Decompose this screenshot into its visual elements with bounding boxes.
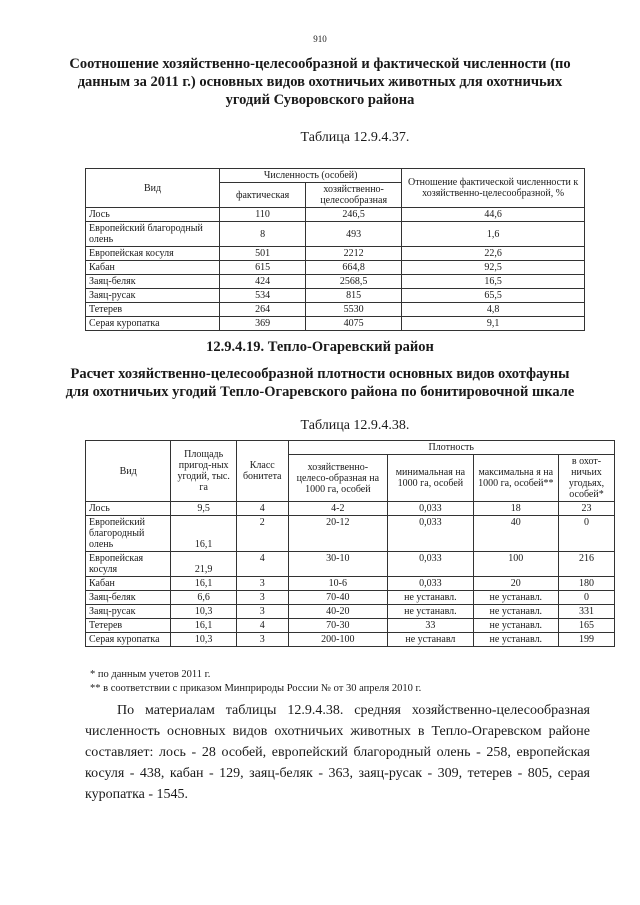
header-actual: фактическая: [220, 183, 306, 208]
cell-minimal: 33: [388, 619, 473, 633]
cell-area: 16,1: [171, 619, 237, 633]
table-row: [86, 577, 615, 591]
footnote: * по данным учетов 2011 г.: [90, 669, 211, 680]
table-row: [86, 247, 585, 261]
header-area: Площадь пригод-ных угодий, тыс. га: [171, 441, 237, 502]
table-row: [86, 261, 585, 275]
cell-species: Заяц-беляк: [86, 591, 171, 605]
cell-area: 10,3: [171, 605, 237, 619]
cell-species: Тетерев: [86, 303, 220, 317]
cell-economic: 664,8: [306, 261, 402, 275]
cell-minimal: не устанавл.: [388, 591, 473, 605]
cell-area: 16,1: [171, 577, 237, 591]
summary-paragraph: [85, 700, 590, 805]
cell-species: Европейская косуля: [86, 552, 171, 577]
table-row: [86, 289, 585, 303]
cell-maximal: не устанавл.: [473, 605, 558, 619]
table-caption-37: Таблица 12.9.4.37.: [300, 130, 410, 145]
cell-ratio: 92,5: [402, 261, 585, 275]
table-row: [86, 303, 585, 317]
cell-in_hunting: 180: [558, 577, 614, 591]
cell-economic: 815: [306, 289, 402, 303]
cell-economic: 246,5: [306, 208, 402, 222]
cell-minimal: 0,033: [388, 502, 473, 516]
cell-actual: 8: [220, 222, 306, 247]
section-heading-teplo: Расчет хозяйственно-целесообразной плотности основных видов охотфауны для охотничьих угодий Тепло-Огаревского района по бонитировочной шкале: [65, 366, 575, 400]
cell-class: 4: [236, 502, 288, 516]
cell-in_hunting: 216: [558, 552, 614, 577]
cell-ratio: 16,5: [402, 275, 585, 289]
cell-maximal: 18: [473, 502, 558, 516]
cell-species: Европейский благородный олень: [86, 222, 220, 247]
cell-actual: 110: [220, 208, 306, 222]
footnotes: [90, 668, 421, 696]
cell-minimal: 0,033: [388, 552, 473, 577]
cell-economic: 40-20: [288, 605, 388, 619]
table-row: [86, 619, 615, 633]
header-ratio: Отношение фактической численности к хозяйственно-целесообразной, %: [402, 169, 585, 208]
cell-maximal: не устанавл.: [473, 619, 558, 633]
table-row: [86, 591, 615, 605]
header-species: Вид: [86, 169, 220, 208]
cell-area: 9,5: [171, 502, 237, 516]
header-economic: хозяйственно-целесообразная: [306, 183, 402, 208]
cell-class: 4: [236, 552, 288, 577]
cell-economic: 70-40: [288, 591, 388, 605]
cell-species: Лось: [86, 502, 171, 516]
cell-maximal: 20: [473, 577, 558, 591]
table-row: [86, 222, 585, 247]
cell-species: Лось: [86, 208, 220, 222]
cell-economic: 2212: [306, 247, 402, 261]
cell-species: Заяц-русак: [86, 289, 220, 303]
cell-class: 3: [236, 633, 288, 647]
header-class: Класс бонитета: [236, 441, 288, 502]
footnote: ** в соответствии с приказом Минприроды России № от 30 апреля 2010 г.: [90, 683, 422, 694]
cell-maximal: 40: [473, 516, 558, 552]
summary-text: По материалам таблицы 12.9.4.38. средняя хозяйственно-целесообразная численность основных видов охотничьих животных в Тепло-Огаревском районе составляет: лось - 28 особей, европейский благородный олень - 258, европейская косуля - 438, кабан - 129, заяц-беляк - 363, заяц-русак - 309, тетерев - 805, серая куропатка - 1545.: [85, 703, 590, 802]
cell-ratio: 44,6: [402, 208, 585, 222]
ratio-table: [85, 168, 585, 331]
cell-actual: 534: [220, 289, 306, 303]
cell-actual: 264: [220, 303, 306, 317]
cell-area: 10,3: [171, 633, 237, 647]
cell-economic: 30-10: [288, 552, 388, 577]
cell-minimal: не устанавл: [388, 633, 473, 647]
cell-area: 16,1: [171, 516, 237, 552]
cell-species: Тетерев: [86, 619, 171, 633]
cell-area: 21,9: [171, 552, 237, 577]
cell-maximal: 100: [473, 552, 558, 577]
cell-ratio: 9,1: [402, 317, 585, 331]
table-caption-38: Таблица 12.9.4.38.: [300, 418, 410, 433]
cell-economic: 493: [306, 222, 402, 247]
cell-economic: 2568,5: [306, 275, 402, 289]
cell-minimal: не устанавл.: [388, 605, 473, 619]
cell-class: 3: [236, 591, 288, 605]
header-count-group: Численность (особей): [220, 169, 402, 183]
cell-economic: 4-2: [288, 502, 388, 516]
cell-in_hunting: 199: [558, 633, 614, 647]
header-hunting-density: в охот-ничьих угодьях, особей*: [558, 455, 614, 502]
cell-actual: 501: [220, 247, 306, 261]
cell-economic: 5530: [306, 303, 402, 317]
cell-in_hunting: 0: [558, 516, 614, 552]
header-species: Вид: [86, 441, 171, 502]
cell-in_hunting: 23: [558, 502, 614, 516]
cell-in_hunting: 0: [558, 591, 614, 605]
header-density-group: Плотность: [288, 441, 614, 455]
cell-economic: 200-100: [288, 633, 388, 647]
cell-maximal: не устанавл.: [473, 633, 558, 647]
table-row: [86, 516, 615, 552]
cell-in_hunting: 331: [558, 605, 614, 619]
cell-actual: 424: [220, 275, 306, 289]
table-row: [86, 317, 585, 331]
table-row: [86, 275, 585, 289]
cell-species: Заяц-беляк: [86, 275, 220, 289]
cell-minimal: 0,033: [388, 516, 473, 552]
cell-species: Заяц-русак: [86, 605, 171, 619]
header-economic-density: хозяйственно-целесо-образная на 1000 га, особей: [288, 455, 388, 502]
page-number: 910: [313, 34, 327, 44]
table-row: [86, 502, 615, 516]
cell-ratio: 4,8: [402, 303, 585, 317]
subsection-heading-teplo: 12.9.4.19. Тепло-Огаревский район: [206, 339, 434, 355]
table-row: [86, 633, 615, 647]
cell-species: Европейская косуля: [86, 247, 220, 261]
cell-species: Серая куропатка: [86, 317, 220, 331]
cell-actual: 615: [220, 261, 306, 275]
cell-class: 4: [236, 619, 288, 633]
cell-economic: 10-6: [288, 577, 388, 591]
cell-species: Кабан: [86, 577, 171, 591]
cell-economic: 20-12: [288, 516, 388, 552]
cell-economic: 70-30: [288, 619, 388, 633]
header-maximal-density: максимальна я на 1000 га, особей**: [473, 455, 558, 502]
cell-class: 2: [236, 516, 288, 552]
cell-actual: 369: [220, 317, 306, 331]
table-row: [86, 552, 615, 577]
cell-economic: 4075: [306, 317, 402, 331]
cell-ratio: 22,6: [402, 247, 585, 261]
table-row: [86, 605, 615, 619]
cell-species: Европейский благородный олень: [86, 516, 171, 552]
table-row: [86, 208, 585, 222]
header-minimal-density: минимальная на 1000 га, особей: [388, 455, 473, 502]
cell-minimal: 0,033: [388, 577, 473, 591]
section-heading-suvorov: Соотношение хозяйственно-целесообразной и фактической численности (по данным за 2011 г.) основных видов охотничьих животных для охотничьих угодий Суворовского района: [69, 56, 571, 108]
cell-in_hunting: 165: [558, 619, 614, 633]
cell-species: Серая куропатка: [86, 633, 171, 647]
cell-area: 6,6: [171, 591, 237, 605]
cell-maximal: не устанавл.: [473, 591, 558, 605]
cell-class: 3: [236, 605, 288, 619]
density-table: [85, 440, 615, 647]
cell-species: Кабан: [86, 261, 220, 275]
cell-class: 3: [236, 577, 288, 591]
cell-ratio: 1,6: [402, 222, 585, 247]
cell-ratio: 65,5: [402, 289, 585, 303]
